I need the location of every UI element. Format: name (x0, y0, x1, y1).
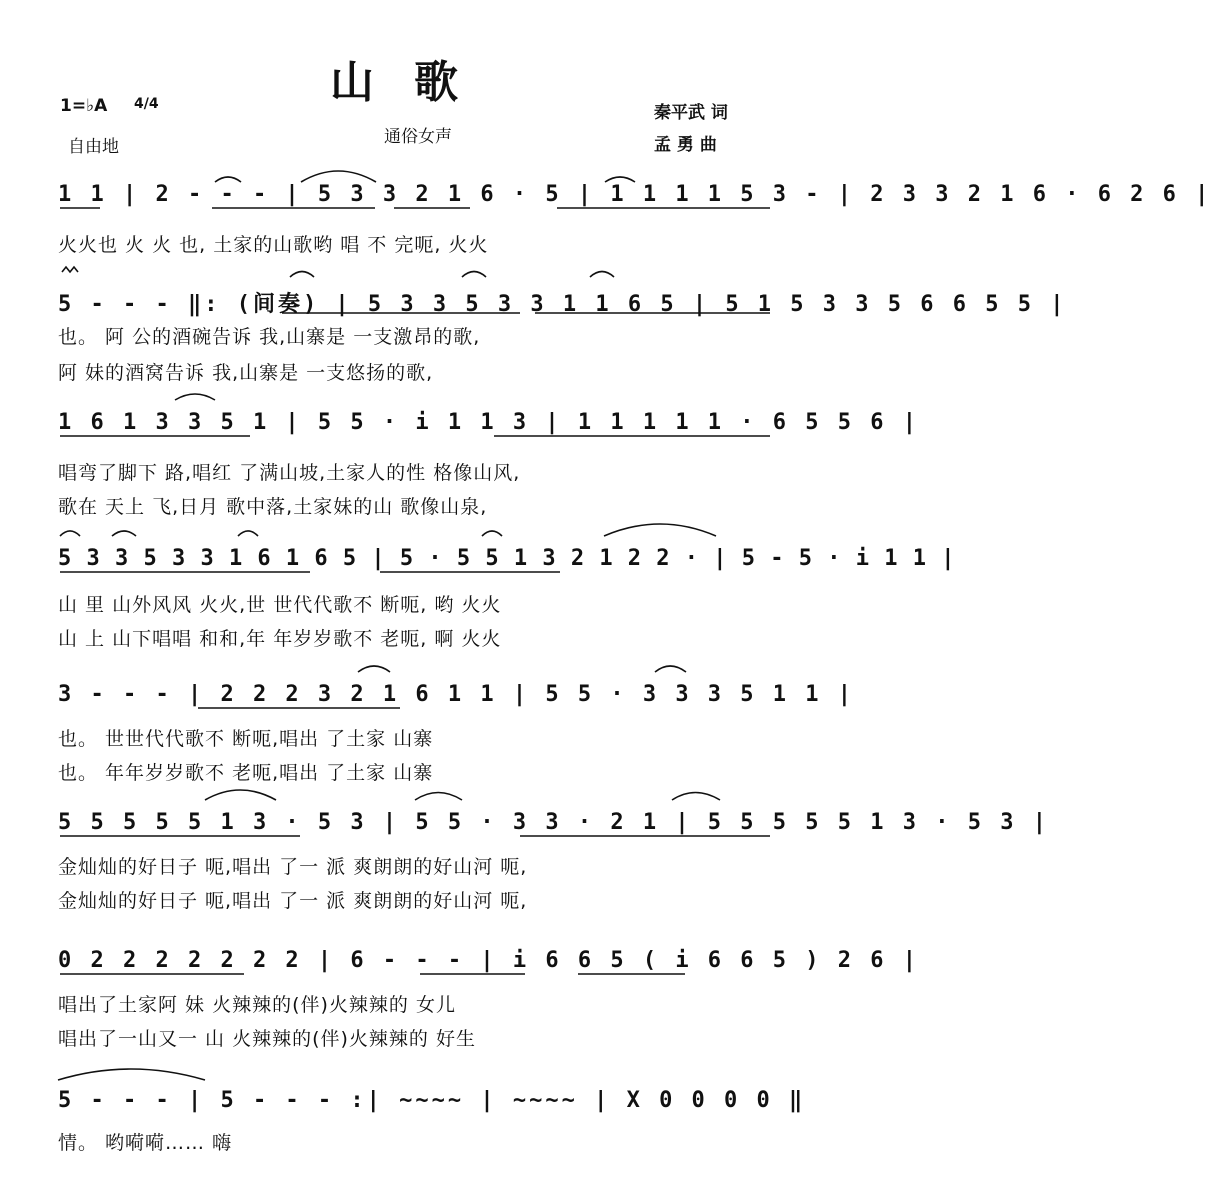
lyric-line-6b: 金灿灿的好日子 呃,唱出 了一 派 爽朗朗的好山河 呃, (58, 890, 528, 912)
notation-line-7: 0 2 2 2 2 2 2 2 | 6 - - - | i 6 6 5 ( i 6 6 5 ) 2 6 | (58, 948, 919, 973)
lyric-line-6a: 金灿灿的好日子 呃,唱出 了一 派 爽朗朗的好山河 呃, (58, 856, 528, 878)
lyricist: 秦平武 词 (654, 103, 728, 123)
voice-type: 通俗女声 (384, 127, 452, 147)
time-signature: 4/4 (134, 96, 159, 112)
lyric-line-3a: 唱弯了脚下 路,唱红 了满山坡,土家人的性 格像山风, (58, 462, 521, 484)
composer: 孟 勇 曲 (654, 135, 717, 155)
lyric-line-7a: 唱出了土家阿 妹 火辣辣的(伴)火辣辣的 女儿 (58, 994, 456, 1016)
lyric-line-8a: 情。 哟嗬嗬…… 嗨 (58, 1132, 233, 1154)
notation-line-2: 5 - - - ‖: (间奏) | 5 3 3 5 3 3 1 1 6 5 | 5 1 5 3 3 5 6 6 5 5 | (58, 292, 1067, 317)
lyric-line-4a: 山 里 山外风风 火火,世 世代代歌不 断呃, 哟 火火 (58, 594, 502, 616)
lyric-line-5a: 也。 世世代代歌不 断呃,唱出 了土家 山寨 (58, 728, 434, 750)
lyric-line-1a: 火火也 火 火 也, 土家的山歌哟 唱 不 完呃, 火火 (58, 234, 489, 256)
notation-line-6: 5 5 5 5 5 1 3 · 5 3 | 5 5 · 3 3 · 2 1 | 5 5 5 5 5 1 3 · 5 3 | (58, 810, 1049, 835)
tempo-marking: 自由地 (68, 137, 119, 157)
lyric-line-7b: 唱出了一山又一 山 火辣辣的(伴)火辣辣的 好生 (58, 1028, 476, 1050)
notation-line-4: 5 3 3 5 3 3 1 6 1 6 5 | 5 · 5 5 1 3 2 1 2 2 · | 5 - 5 · i 1 1 | (58, 546, 956, 571)
lyric-line-2a: 也。 阿 公的酒碗告诉 我,山寨是 一支激昂的歌, (58, 326, 481, 348)
notation-line-5: 3 - - - | 2 2 2 3 2 1 6 1 1 | 5 5 · 3 3 3 5 1 1 | (58, 682, 855, 707)
notation-line-3: 1 6 1 3 3 5 1 | 5 5 · i 1 1 3 | 1 1 1 1 1 · 6 5 5 6 | (58, 410, 919, 435)
key-signature: 1=♭A (60, 96, 108, 116)
notation-line-1: 1 1 | 2 - - - | 5 3 3 2 1 6 · 5 | 1 1 1 1 5 3 - | 2 3 3 2 1 6 · 6 2 6 | (58, 182, 1211, 207)
lyric-line-3b: 歌在 天上 飞,日月 歌中落,土家妹的山 歌像山泉, (58, 496, 488, 518)
lyric-line-2b: 阿 妹的酒窝告诉 我,山寨是 一支悠扬的歌, (58, 362, 434, 384)
lyric-line-4b: 山 上 山下唱唱 和和,年 年岁岁歌不 老呃, 啊 火火 (58, 628, 502, 650)
notation-line-8: 5 - - - | 5 - - - :| ~~~~ | ~~~~ | X 0 0 0 0 ‖ (58, 1088, 806, 1113)
page-title: 山歌 (330, 57, 498, 108)
lyric-line-5b: 也。 年年岁岁歌不 老呃,唱出 了土家 山寨 (58, 762, 434, 784)
